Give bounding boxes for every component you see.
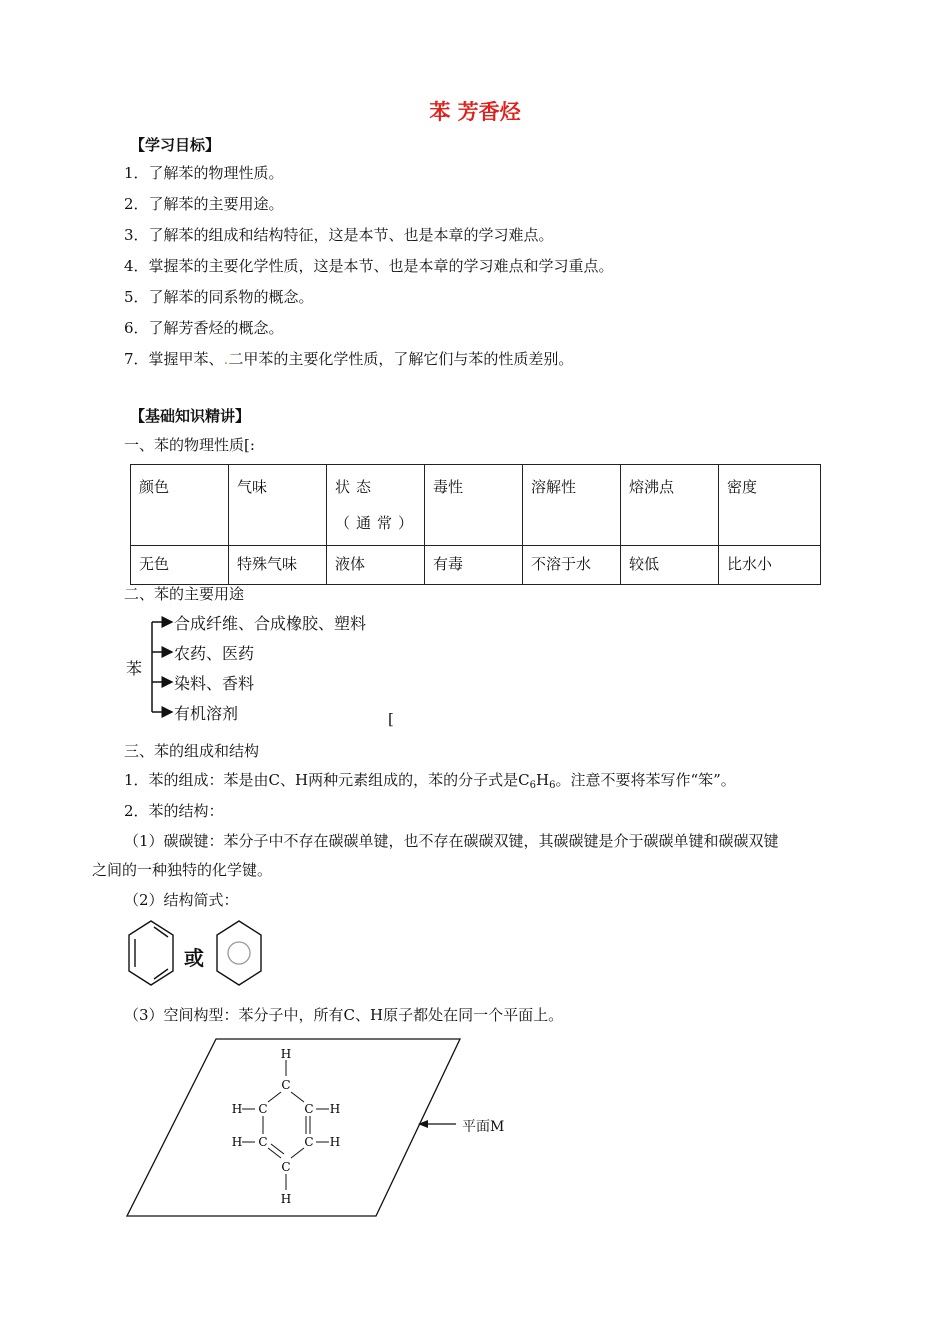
- atom-h: H: [280, 1047, 292, 1061]
- goal-item-1: 1．了解苯的物理性质。: [124, 164, 284, 182]
- table-cell: 有毒: [425, 546, 523, 585]
- table-header-cell: 溶解性: [523, 465, 621, 546]
- spatial-line: （3）空间构型：苯分子中，所有C、H原子都处在同一个平面上。: [124, 1006, 564, 1024]
- table-row: [131, 546, 821, 585]
- table-cell: 液体: [327, 546, 425, 585]
- bond-line-1: （1）碳碳键：苯分子中不存在碳碳单键，也不存在碳碳双键，其碳碳键是介于碳碳单键和碳碳双键: [124, 832, 779, 850]
- goal-item-7-mark: .: [223, 350, 229, 368]
- goal-item-3: 3．了解苯的组成和结构特征，这是本节、也是本章的学习难点。: [124, 226, 554, 244]
- atom-c: C: [304, 1102, 314, 1116]
- table-header-cell: 密度: [719, 465, 821, 546]
- table-header-cell: 熔沸点: [621, 465, 719, 546]
- goal-item-7: [124, 348, 573, 369]
- table-cell: 较低: [621, 546, 719, 585]
- bond-line-2: 之间的一种独特的化学键。: [92, 861, 273, 879]
- use-item: 农药、医药: [174, 644, 255, 663]
- atom-h: H: [329, 1135, 341, 1149]
- atom-c: C: [304, 1135, 314, 1149]
- table-cell: 无色: [131, 546, 229, 585]
- composition-subscript: 6: [549, 780, 556, 791]
- atom-h: H: [280, 1192, 292, 1206]
- table-cell: 特殊气味: [229, 546, 327, 585]
- atom-h: H: [231, 1102, 243, 1116]
- goal-item-2: 2．了解苯的主要用途。: [124, 195, 284, 213]
- structure-line: 2．苯的结构：: [124, 802, 224, 820]
- section-composition-structure: 三、苯的组成和结构: [124, 742, 260, 760]
- goals-heading: 【学习目标】: [130, 136, 221, 154]
- use-item: 合成纤维、合成橡胶、塑料: [174, 614, 367, 633]
- section-physical-properties: 一、苯的物理性质[:: [124, 436, 255, 454]
- table-header-cell: 状态（通常）: [327, 465, 425, 546]
- atom-c: C: [258, 1102, 268, 1116]
- or-label: 或: [184, 946, 204, 970]
- page-title: 苯 芳香烃: [429, 100, 521, 124]
- use-item: 染料、香料: [174, 674, 255, 693]
- circle-benzene-icon: [214, 918, 264, 988]
- atom-c: C: [281, 1078, 291, 1092]
- table-header-cell: 颜色: [131, 465, 229, 546]
- table-header-cell: 气味: [229, 465, 327, 546]
- atom-h: H: [231, 1135, 243, 1149]
- section-uses: 二、苯的主要用途: [124, 585, 245, 603]
- uses-root-label: 苯: [126, 659, 143, 678]
- composition-text: H: [535, 771, 550, 789]
- atom-h: H: [329, 1102, 341, 1116]
- stray-bracket: [: [388, 710, 394, 728]
- formula-line: （2）结构简式：: [124, 891, 239, 909]
- plane-label: 平面M: [462, 1119, 505, 1135]
- composition-subscript: 6: [529, 780, 536, 791]
- goal-item-7-prefix: 7．掌握甲苯、: [124, 350, 224, 368]
- table-cell: 比水小: [719, 546, 821, 585]
- atom-c: C: [258, 1135, 268, 1149]
- physical-properties-table: [130, 464, 821, 585]
- composition-line: [124, 769, 736, 791]
- basics-heading: 【基础知识精讲】: [130, 407, 251, 425]
- composition-text: 。注意不要将苯写作“笨”。: [555, 771, 736, 789]
- goal-item-7-suffix: 二甲苯的主要化学性质，了解它们与苯的性质差别。: [228, 350, 574, 368]
- plane-pointer-arrowhead: [418, 1120, 428, 1128]
- table-header-row: [131, 465, 821, 546]
- kekule-benzene-icon: [126, 918, 176, 988]
- plane-parallelogram: [127, 1039, 460, 1216]
- goal-item-6: 6．了解芳香烃的概念。: [124, 319, 284, 337]
- table-cell: 不溶于水: [523, 546, 621, 585]
- use-item: 有机溶剂: [174, 704, 239, 723]
- goal-item-4: 4．掌握苯的主要化学性质，这是本节、也是本章的学习难点和学习重点。: [124, 257, 614, 275]
- atom-c: C: [281, 1160, 291, 1174]
- composition-text: 1．苯的组成：苯是由C、H两种元素组成的，苯的分子式是C: [124, 771, 530, 789]
- goal-item-5: 5．了解苯的同系物的概念。: [124, 288, 314, 306]
- table-header-cell: 毒性: [425, 465, 523, 546]
